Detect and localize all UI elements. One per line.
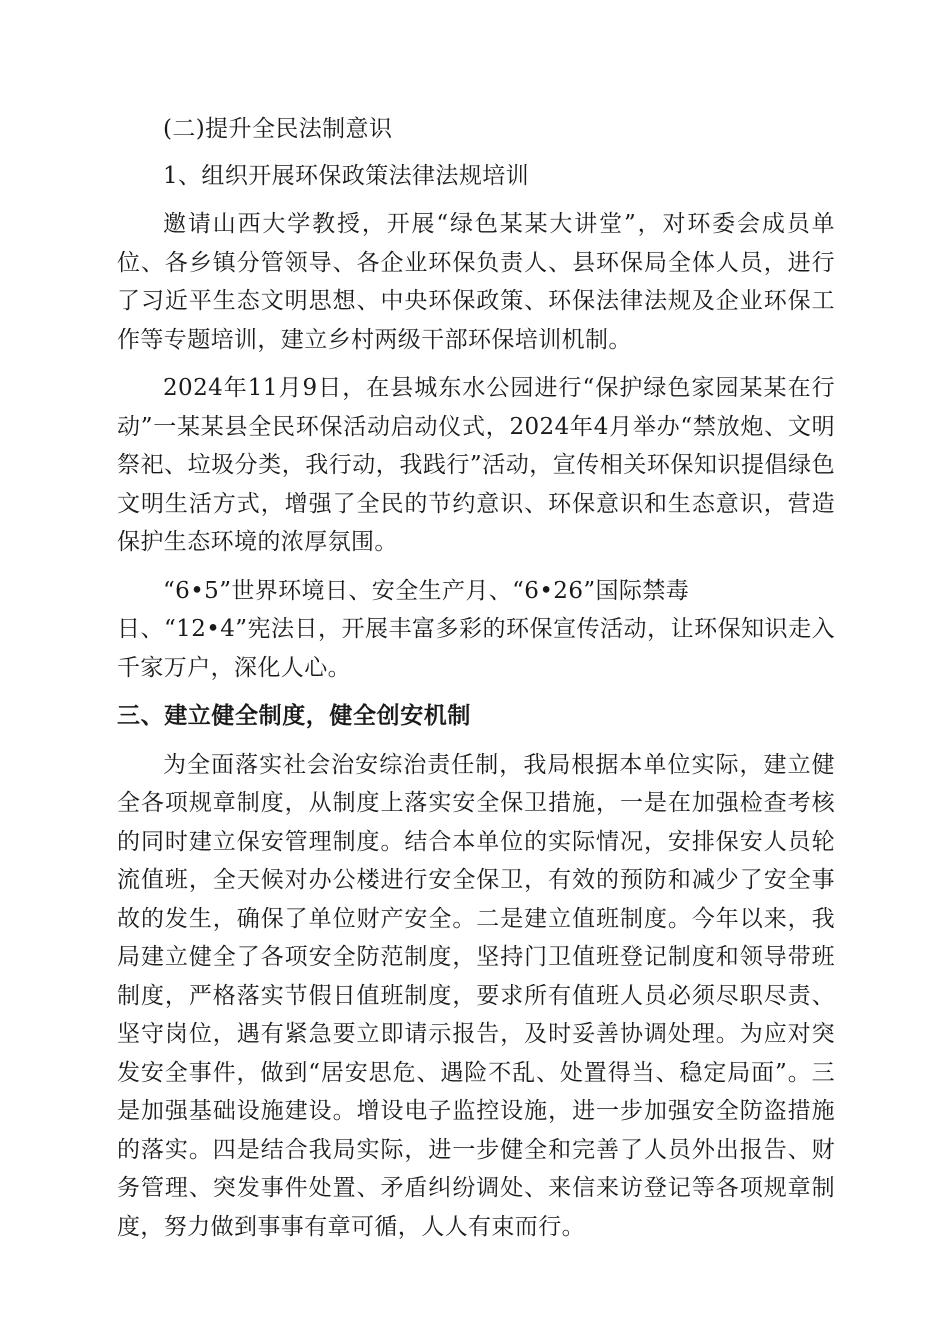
paragraph-theme-days [117,572,835,688]
paragraph-training: 邀请山西大学教授，开展“绿色某某大讲堂”，对环委会成员单位、各乡镇分管领导、各企业环保负责人、县环保局全体人员，进行了习近平生态文明思想、中央环保政策、环保法律法规及企业环保工作等专题培训，建立乡村两级干部环保培训机制。 [117,211,835,353]
item-1-heading: 1、组织开展环保政策法律法规培训 [163,162,530,189]
section-3-heading: 三、建立健全制度，健全创安机制 [117,703,471,729]
section-2-heading: (二)提升全民法制意识 [163,116,393,142]
theme-days-line-1: “6•5”世界环境日、安全生产月、“6•26”国际禁毒 [163,577,690,604]
paragraph-activities: 2024年11月9日，在县城东水公园进行“保护绿色家园某某在行动”一某某县全民环保活动启动仪式，2024年4月举办“禁放炮、文明祭祀、垃圾分类，我行动，我践行”活动，宣传相关环保知识提倡绿色文明生活方式，增强了全民的节约意识、环保意识和生态意识，营造保护生态环境的浓厚氛围。 [117,375,835,555]
theme-days-line-2: 日、“12•4”宪法日，开展丰富多彩的环保宣传活动，让环保知识走入千家万户，深化人心。 [117,616,835,681]
paragraph-security-system: 为全面落实社会治安综治责任制，我局根据本单位实际，建立健全各项规章制度，从制度上落实安全保卫措施，一是在加强检查考核的同时建立保安管理制度。结合本单位的实际情况，安排保安人员轮流值班，全天候对办公楼进行安全保卫，有效的预防和减少了安全事故的发生，确保了单位财产安全。二是建立值班制度。今年以来，我局建立健全了各项安全防范制度，坚持门卫值班登记制度和领导带班制度，严格落实节假日值班制度，要求所有值班人员必须尽职尽责、坚守岗位，遇有紧急要立即请示报告，及时妥善协调处理。为应对突发安全事件，做到“居安思危、遇险不乱、处置得当、稳定局面”。三是加强基础设施建设。增设电子监控设施，进一步加强安全防盗措施的落实。四是结合我局实际，进一步健全和完善了人员外出报告、财务管理、突发事件处置、矛盾纠纷调处、来信来访登记等各项规章制度，努力做到事事有章可循，人人有束而行。 [117,751,835,1240]
document-body [117,110,835,1246]
